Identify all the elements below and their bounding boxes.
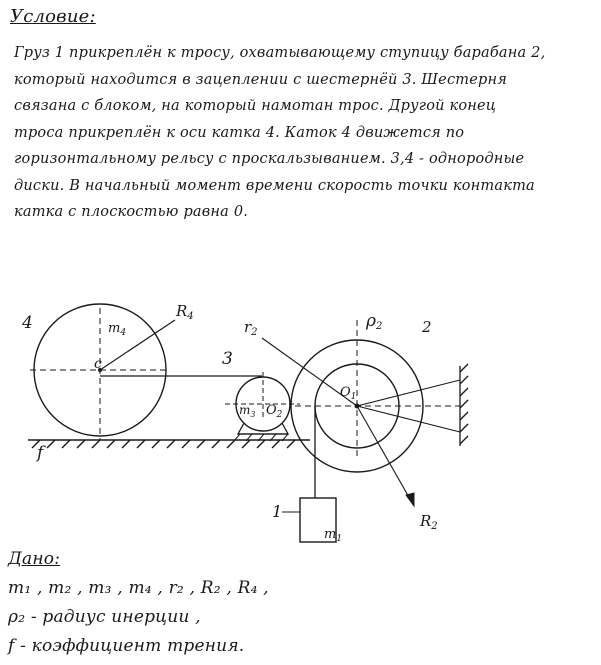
gear-3 [225,372,300,441]
label-R4: $R_4$ [176,302,194,322]
label-O2: $O_2$ [266,403,283,420]
label-m1: $m_1$ [324,527,343,544]
given-data [8,545,588,661]
drum-2 [262,320,460,506]
label-center-c: c [94,356,102,372]
heading: Условие: [10,6,96,27]
problem-line: диски. В начальный момент времени скорость точки контакта [14,177,535,194]
label-r2: $r_2$ [244,318,258,338]
ground-rail [28,440,310,448]
label-friction-f: f [37,443,44,463]
label-rho2: ρ2 [366,311,383,332]
problem-statement [14,40,594,226]
label-body-4: 4 [22,313,33,333]
given-line: m₁ , m₂ , m₃ , m₄ , r₂ , R₂ , R₄ , [8,578,269,598]
given-line: ρ₂ - радиус инерции , [8,607,201,627]
problem-line: который находится в зацеплении с шестернёй 3. Шестерня [14,71,508,88]
roller-4 [30,304,175,440]
label-O1: $O_1$ [340,385,357,402]
given-title: Дано: [8,549,61,569]
problem-line: связана с блоком, на который намотан трос. Другой конец [14,98,497,114]
mechanism-diagram [0,280,601,545]
label-body-3: 3 [222,349,233,369]
label-body-1: 1 [272,502,283,521]
wall-support [460,364,468,446]
problem-line: катка с плоскостью равна 0. [14,204,249,220]
given-line: f - коэффициент трения. [8,636,245,656]
label-m3: $m_3$ [239,403,256,419]
label-m4: $m_4$ [108,321,127,338]
problem-line: горизонтальному рельсу с проскальзыванием. 3,4 - однородные [14,151,525,167]
label-body-2: 2 [422,318,432,336]
problem-line: Груз 1 прикреплён к тросу, охватывающему ступицу барабана 2, [14,45,546,61]
label-R2: $R_2$ [420,512,438,532]
problem-line: троса прикреплён к оси катка 4. Каток 4 движется по [14,124,465,141]
